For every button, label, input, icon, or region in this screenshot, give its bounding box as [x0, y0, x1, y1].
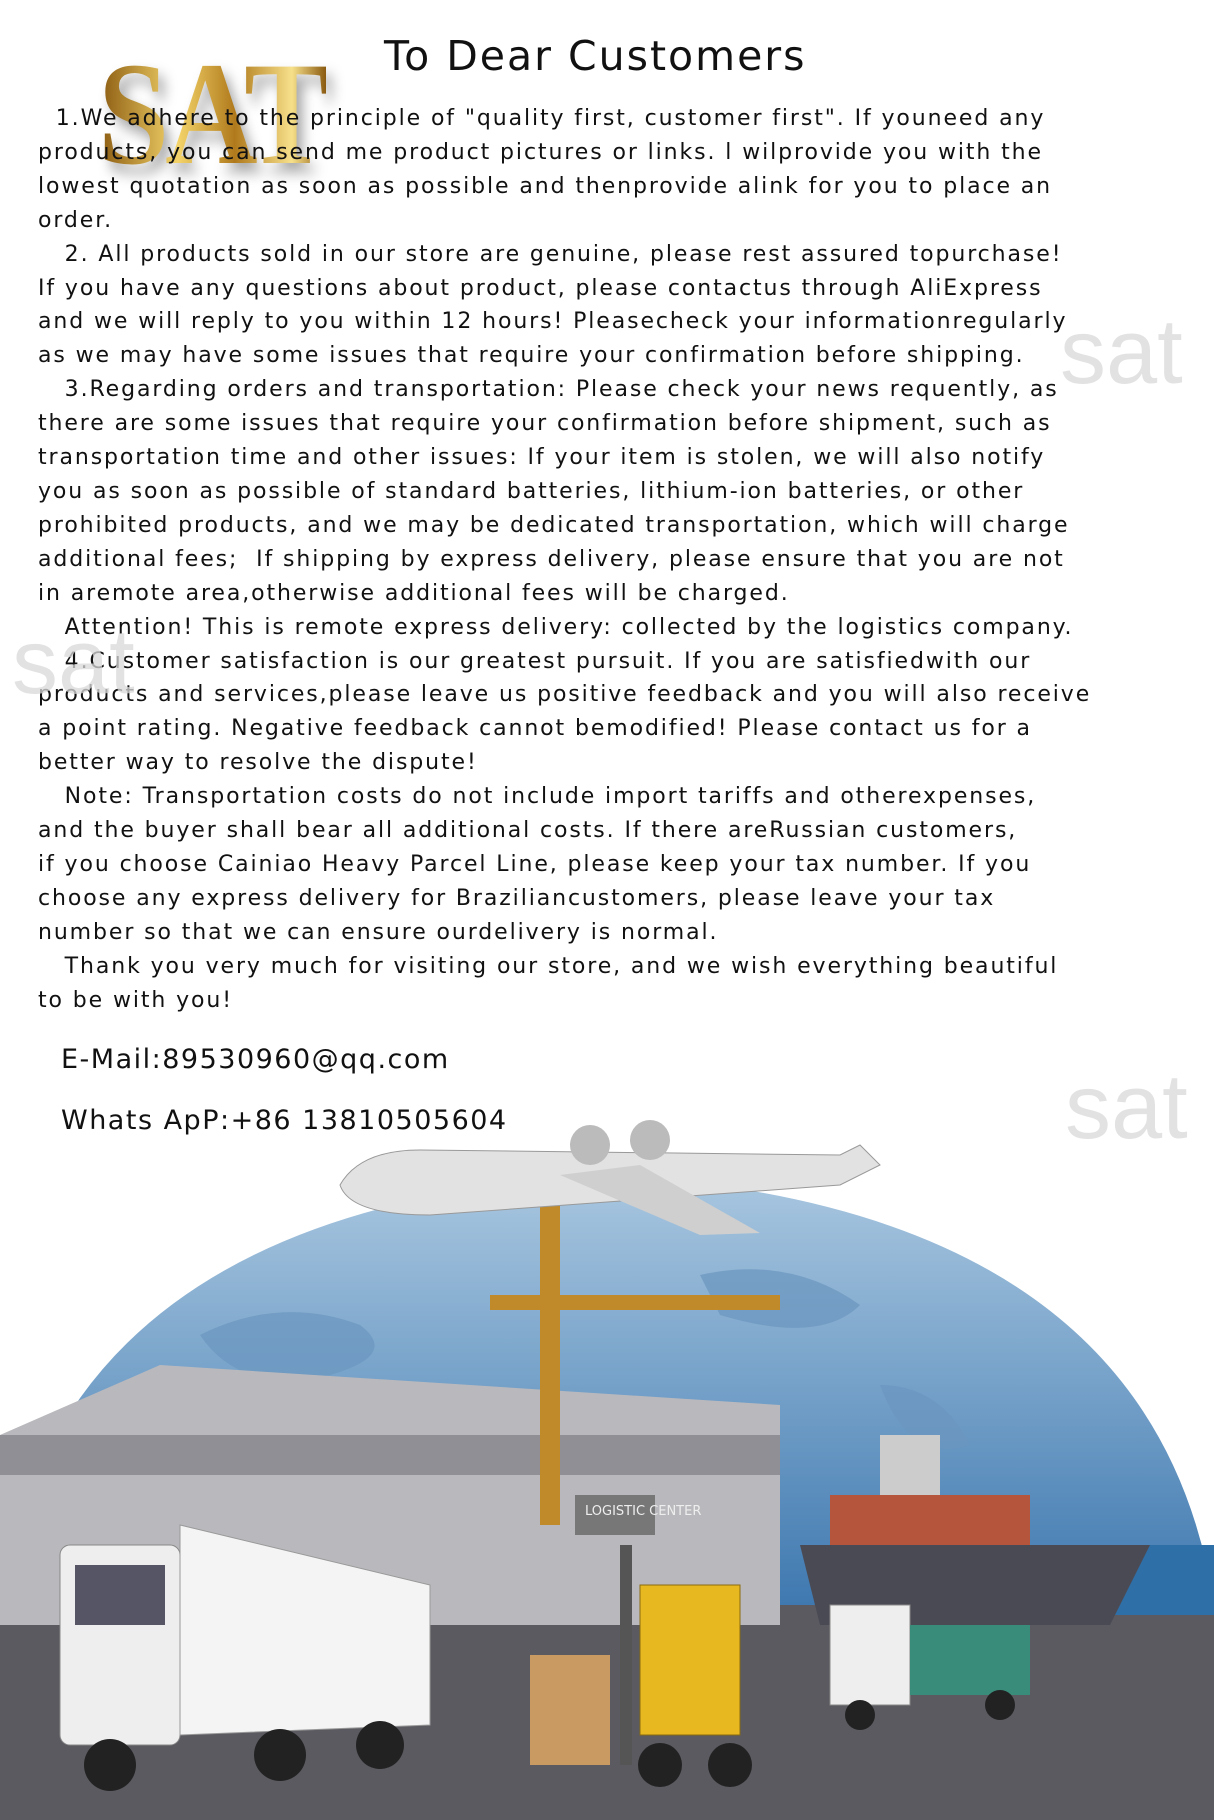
page-title: To Dear Customers	[384, 32, 807, 80]
notice-line: transportation time and other issues: If your item is stolen, we will also notify	[38, 445, 1046, 471]
notice-line: Attention! This is remote express delivery: collected by the logistics company.	[38, 614, 1074, 640]
notice-line: you as soon as possible of standard batteries, lithium-ion batteries, or other	[38, 478, 1025, 504]
notice-line: Thank you very much for visiting our store, and we wish everything beautiful	[38, 953, 1059, 979]
watermark: sat	[1060, 301, 1183, 403]
notice-line: Note: Transportation costs do not include import tariffs and otherexpenses,	[38, 784, 1037, 810]
notice-line: a point rating. Negative feedback cannot bemodified! Please contact us for a	[38, 716, 1032, 742]
notice-line: prohibited products, and we may be dedicated transportation, which will charge	[38, 512, 1070, 538]
notice-line: additional fees; If shipping by express delivery, please ensure that you are not	[38, 546, 1065, 572]
notice-line: products and services,please leave us positive feedback and you will also receive	[38, 682, 1092, 708]
watermark: sat	[12, 611, 135, 713]
watermark: sat	[1065, 1056, 1188, 1158]
notice-line: lowest quotation as soon as possible and thenprovide alink for you to place an	[38, 173, 1053, 199]
notice-line: better way to resolve the dispute!	[38, 750, 478, 776]
notice-line: 4.Customer satisfaction is our greatest pursuit. If you are satisfiedwith our	[38, 648, 1032, 674]
notice-line: 3.Regarding orders and transportation: Please check your news requently, as	[38, 377, 1059, 403]
notice-line: and the buyer shall bear all additional costs. If there areRussian customers,	[38, 818, 1018, 844]
notice-line: to be with you!	[38, 987, 233, 1013]
email-contact: E-Mail:89530960@qq.com	[61, 1044, 450, 1075]
notice-line: as we may have some issues that require your confirmation before shipping.	[38, 343, 1025, 369]
notice-line: choose any express delivery for Braziliancustomers, please leave your tax	[38, 885, 996, 911]
notice-line: 1.We adhere to the principle of "quality first, customer first". If youneed any	[38, 106, 1046, 131]
notice-line: if you choose Cainiao Heavy Parcel Line, please keep your tax number. If you	[38, 851, 1032, 877]
notice-text	[38, 102, 1091, 1017]
whatsapp-contact: Whats ApP:+86 13810505604	[61, 1105, 508, 1136]
notice-line: in aremote area,otherwise additional fees will be charged.	[38, 580, 790, 606]
notice-line: order.	[38, 207, 114, 233]
notice-line: there are some issues that require your confirmation before shipment, such as	[38, 411, 1052, 437]
notice-line: number so that we can ensure ourdelivery is normal.	[38, 919, 719, 945]
building-sign: LOGISTIC CENTER	[585, 1504, 702, 1519]
notice-line: products, you can send me product pictures or links. l wilprovide you with the	[38, 139, 1043, 165]
notice-line: 2. All products sold in our store are genuine, please rest assured topurchase!	[38, 241, 1063, 267]
logistics-illustration	[0, 1105, 1214, 1820]
notice-line: If you have any questions about product, please contactus through AliExpress	[38, 275, 1043, 301]
sat-logo: SAT	[98, 31, 326, 196]
notice-line: and we will reply to you within 12 hours! Pleasecheck your informationregularly	[38, 309, 1068, 335]
